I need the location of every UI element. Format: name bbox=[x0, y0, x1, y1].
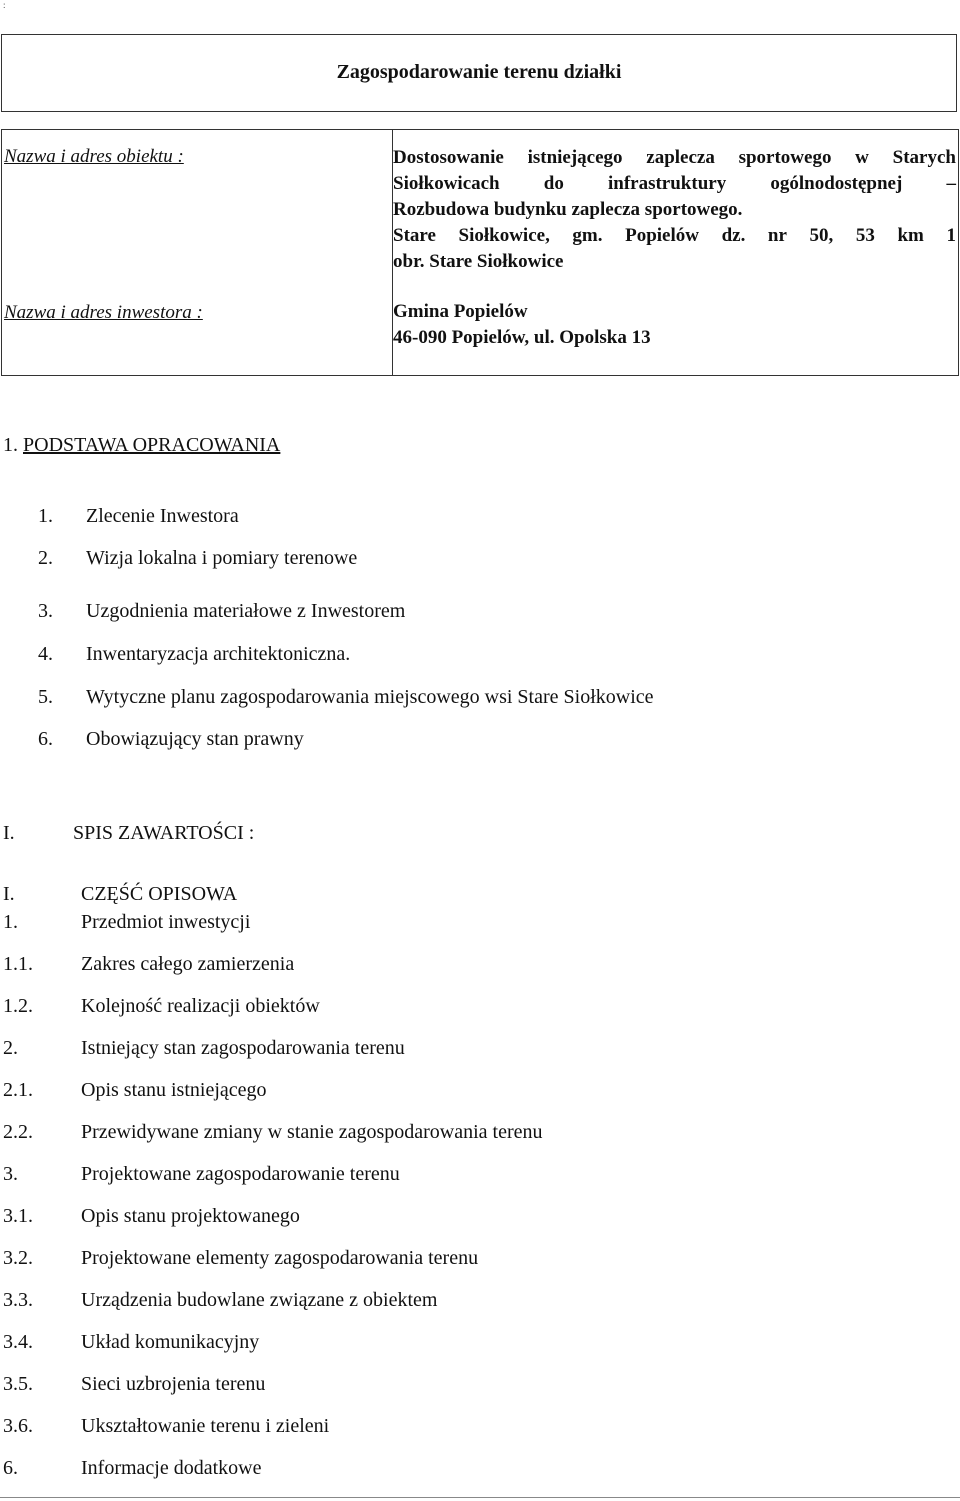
list-item: 2. Wizja lokalna i pomiary terenowe bbox=[38, 547, 358, 569]
list-item: 1.1. Zakres całego zamierzenia bbox=[3, 953, 295, 975]
investor-value bbox=[393, 299, 956, 351]
investor-label: Nazwa i adres inwestora : bbox=[4, 302, 203, 323]
corner-mark: : bbox=[3, 0, 6, 10]
object-line-1: Dostosowanie istniejącego zaplecza sportowego w Starych bbox=[393, 147, 956, 168]
section-number: 1. bbox=[3, 434, 18, 456]
list-item: 3. Projektowane zagospodarowanie terenu bbox=[3, 1163, 400, 1185]
part-number: I. bbox=[3, 883, 15, 905]
list-item: 2. Istniejący stan zagospodarowania terenu bbox=[3, 1037, 405, 1059]
part-heading bbox=[3, 883, 237, 906]
investor-line-1: Gmina Popielów bbox=[393, 301, 528, 322]
object-value bbox=[393, 145, 956, 275]
document-title: Zagospodarowanie terenu działki bbox=[336, 61, 622, 83]
list-item: 1. Przedmiot inwestycji bbox=[3, 911, 251, 933]
list-item: 1.2. Kolejność realizacji obiektów bbox=[3, 995, 320, 1017]
object-line-4: Stare Siołkowice, gm. Popielów dz. nr 50, 53 km 1 bbox=[393, 225, 956, 246]
list-item: 3.1. Opis stanu projektowanego bbox=[3, 1205, 300, 1227]
list-item: 3. Uzgodnienia materiałowe z Inwestorem bbox=[38, 600, 406, 622]
part-title: CZĘŚĆ OPISOWA bbox=[81, 883, 238, 905]
list-item: 2.1. Opis stanu istniejącego bbox=[3, 1079, 267, 1101]
list-item: 1. Zlecenie Inwestora bbox=[38, 505, 239, 527]
investor-line-2: 46-090 Popielów, ul. Opolska 13 bbox=[393, 327, 651, 348]
list-item: 3.3. Urządzenia budowlane związane z obiektem bbox=[3, 1289, 438, 1311]
object-label: Nazwa i adres obiektu : bbox=[4, 146, 184, 167]
object-line-3: Rozbudowa budynku zaplecza sportowego. bbox=[393, 199, 743, 220]
list-item: 6. Informacje dodatkowe bbox=[3, 1457, 262, 1479]
list-item: 5. Wytyczne planu zagospodarowania miejscowego wsi Stare Siołkowice bbox=[38, 686, 654, 708]
list-item: 3.6. Ukształtowanie terenu i zieleni bbox=[3, 1415, 330, 1437]
section-heading-contents bbox=[3, 822, 254, 845]
list-item: 3.4. Układ komunikacyjny bbox=[3, 1331, 260, 1353]
list-item: 3.2. Projektowane elementy zagospodarowania terenu bbox=[3, 1247, 479, 1269]
object-line-2: Siołkowicach do infrastruktury ogólnodostępnej – bbox=[393, 173, 956, 194]
list-item: 2.2. Przewidywane zmiany w stanie zagospodarowania terenu bbox=[3, 1121, 543, 1143]
title-box bbox=[1, 34, 957, 112]
section-heading-basis bbox=[3, 434, 280, 457]
list-item: 4. Inwentaryzacja architektoniczna. bbox=[38, 643, 351, 665]
list-item: 6. Obowiązujący stan prawny bbox=[38, 728, 304, 750]
list-item: 3.5. Sieci uzbrojenia terenu bbox=[3, 1373, 266, 1395]
contents-number: I. bbox=[3, 822, 15, 844]
section-title: PODSTAWA OPRACOWANIA bbox=[23, 434, 281, 456]
object-line-5: obr. Stare Siołkowice bbox=[393, 251, 564, 272]
object-info-table bbox=[1, 129, 959, 376]
contents-title: SPIS ZAWARTOŚCI : bbox=[73, 822, 255, 844]
page-bottom-rule bbox=[0, 1497, 960, 1498]
